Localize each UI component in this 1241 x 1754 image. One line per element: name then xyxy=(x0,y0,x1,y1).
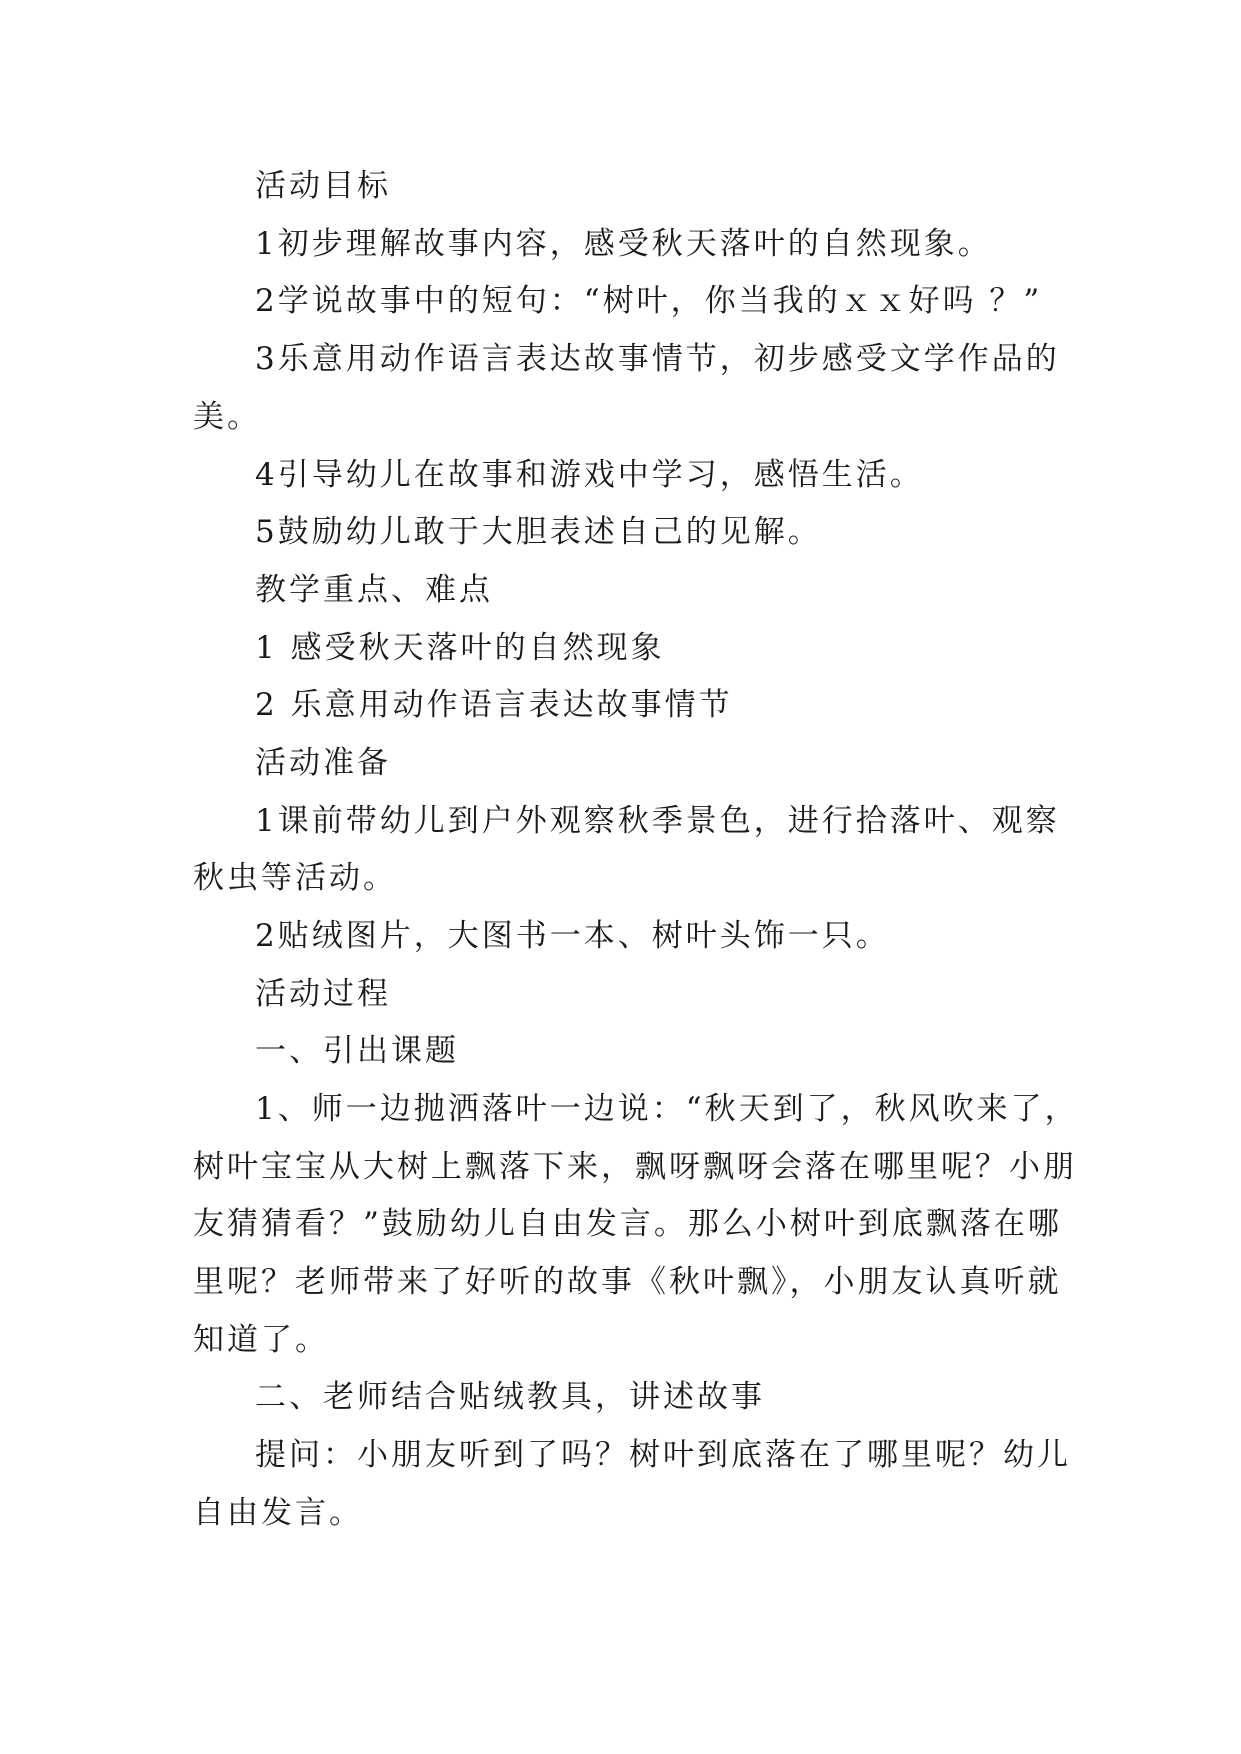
goal-5: 5鼓励幼儿敢于大胆表述自己的见解。 xyxy=(255,514,822,550)
preparation-2: 2贴绒图片，大图书一本、树叶头饰一只。 xyxy=(255,918,890,954)
heading-preparation: 活动准备 xyxy=(255,745,391,781)
process-paragraph-line-5: 知道了。 xyxy=(193,1322,329,1358)
goal-3-continued: 美。 xyxy=(193,399,261,435)
question-line-1: 提问：小朋友听到了吗？树叶到底落在了哪里呢？幼儿 xyxy=(255,1437,1071,1473)
goal-1: 1初步理解故事内容，感受秋天落叶的自然现象。 xyxy=(255,226,992,262)
key-point-2: 2 乐意用动作语言表达故事情节 xyxy=(255,687,733,723)
goal-4: 4引导幼儿在故事和游戏中学习，感悟生活。 xyxy=(255,457,924,493)
key-point-1: 1 感受秋天落叶的自然现象 xyxy=(255,630,665,666)
preparation-1: 1课前带幼儿到户外观察秋季景色，进行拾落叶、观察 xyxy=(255,803,1060,839)
process-section-2-title: 二、老师结合贴绒教具，讲述故事 xyxy=(255,1379,765,1415)
heading-key-points: 教学重点、难点 xyxy=(255,572,493,608)
process-section-1-title: 一、引出课题 xyxy=(255,1033,459,1069)
question-line-2: 自由发言。 xyxy=(193,1495,363,1531)
process-paragraph-line-4: 里呢？老师带来了好听的故事《秋叶飘》，小朋友认真听就 xyxy=(193,1264,1062,1300)
process-paragraph-line-2: 树叶宝宝从大树上飘落下来，飘呀飘呀会落在哪里呢？小朋 xyxy=(193,1149,1077,1185)
heading-activity-goals: 活动目标 xyxy=(255,168,391,204)
goal-3: 3乐意用动作语言表达故事情节，初步感受文学作品的 xyxy=(255,341,1060,377)
process-paragraph-line-1: 1、师一边抛洒落叶一边说：“秋天到了，秋风吹来了， xyxy=(255,1091,1079,1127)
preparation-1-continued: 秋虫等活动。 xyxy=(193,860,397,896)
heading-process: 活动过程 xyxy=(255,976,391,1012)
goal-2: 2学说故事中的短句：“树叶，你当我的ｘｘ好吗 ？” xyxy=(255,283,1043,319)
process-paragraph-line-3: 友猜猜看？”鼓励幼儿自由发言。那么小树叶到底飘落在哪 xyxy=(193,1206,1062,1242)
